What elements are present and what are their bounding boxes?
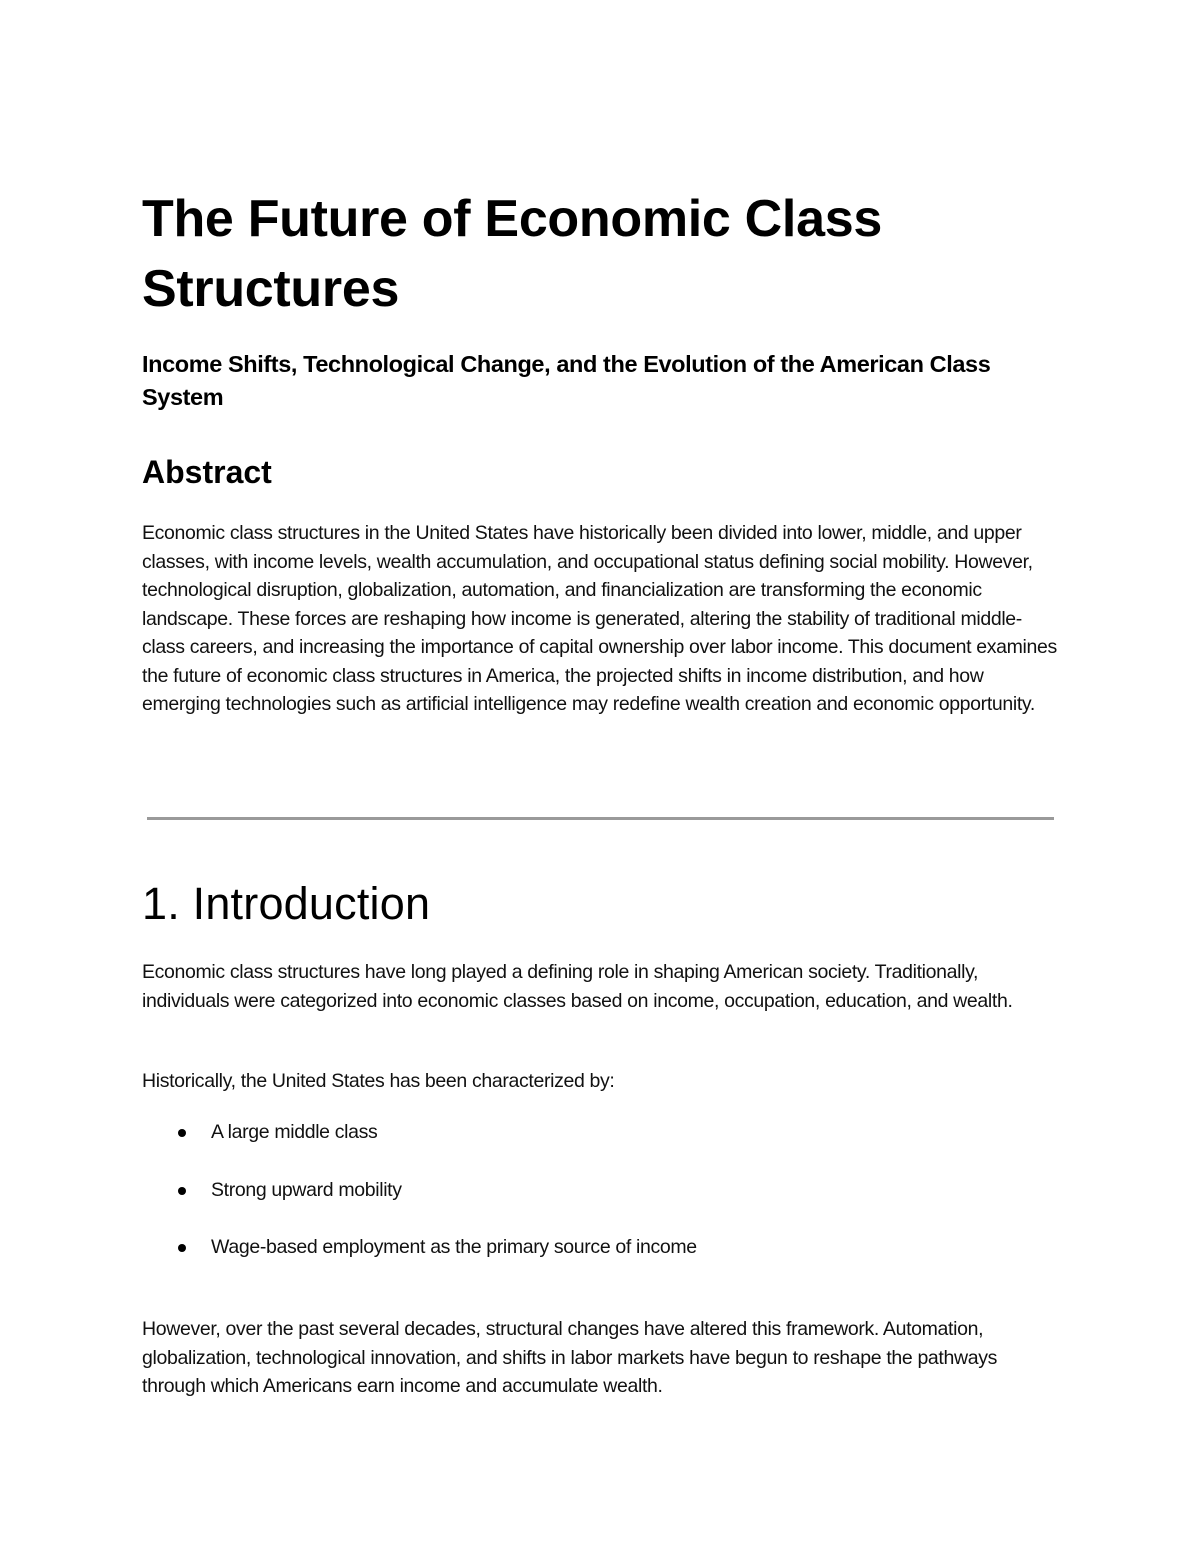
introduction-heading: 1. Introduction: [142, 878, 431, 929]
introduction-paragraph-3: However, over the past several decades, structural changes have altered this framework. Automation, globalization, technological innovation, and shifts in labor markets have begun to reshape the pathways through which Americans earn income and accumulate wealth.: [142, 1318, 998, 1397]
characteristics-list: [142, 1118, 1057, 1291]
list-item-text: Strong upward mobility: [211, 1178, 402, 1201]
abstract-heading: Abstract: [142, 454, 272, 490]
bullet-icon: [178, 1244, 186, 1252]
list-item: [142, 1118, 1057, 1176]
introduction-paragraph-1: Economic class structures have long played a defining role in shaping American society. Traditionally, individuals were categorized into economic classes based on income, occupation, education, and wealth.: [142, 961, 1013, 1012]
list-item: [142, 1176, 1057, 1234]
abstract-paragraph: Economic class structures in the United States have historically been divided into lower, middle, and upper classes, with income levels, wealth accumulation, and occupational status defining social mobility. However, technological disruption, globalization, automation, and financialization are transforming the economic landscape. These forces are reshaping how income is generated, altering the stability of traditional middle-class careers, and increasing the importance of capital ownership over labor income. This document examines the future of economic class structures in America, the projected shifts in income distribution, and how emerging technologies such as artificial intelligence may redefine wealth creation and economic opportunity.: [142, 522, 1057, 715]
bullet-icon: [178, 1187, 186, 1195]
list-item-text: Wage-based employment as the primary source of income: [211, 1236, 697, 1258]
introduction-paragraph-2: Historically, the United States has been characterized by:: [142, 1070, 615, 1092]
horizontal-divider: [147, 817, 1054, 820]
list-item: [142, 1233, 1057, 1291]
list-item-text: A large middle class: [211, 1121, 378, 1143]
bullet-icon: [178, 1129, 186, 1137]
document-title: The Future of Economic Class Structures: [142, 190, 882, 318]
document-subtitle: Income Shifts, Technological Change, and the Evolution of the American Class System: [142, 351, 991, 410]
